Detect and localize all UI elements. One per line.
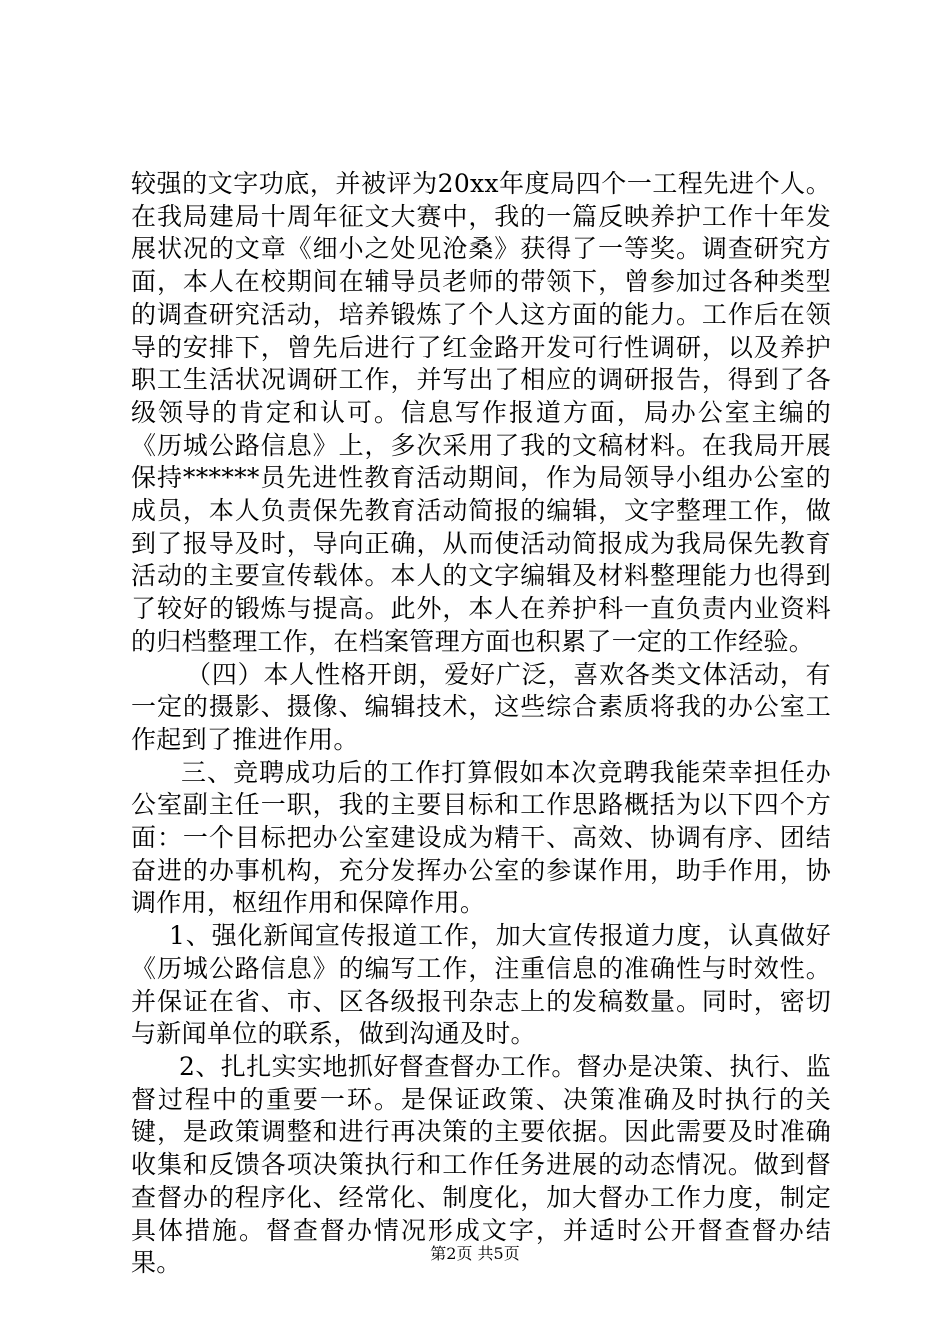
document-body <box>131 168 831 1280</box>
paragraph-work-plan: 三、竞聘成功后的工作打算假如本次竞聘我能荣幸担任办公室副主任一职，我的主要目标和工作思路概括为以下四个方面：一个目标把办公室建设成为精干、高效、协调有序、团结奋进的办事机构，充分发挥办公室的参谋作用，助手作用，协调作用，枢纽作用和保障作用。 <box>131 757 831 918</box>
paragraph-personality: （四）本人性格开朗，爱好广泛，喜欢各类文体活动，有一定的摄影、摄像、编辑技术，这些综合素质将我的办公室工作起到了推进作用。 <box>131 659 831 754</box>
paragraph-item-2: 2、扎扎实实地抓好督查督办工作。督办是决策、执行、监督过程中的重要一环。是保证政策、决策准确及时执行的关键，是政策调整和进行再决策的主要依据。因此需要及时准确收集和反馈各项决策执行和工作任务进展的动态情况。做到督查督办的程序化、经常化、制度化，加大督办工作力度，制定具体措施。督查督办情况形成文字，并适时公开督查督办结果。 <box>131 1051 831 1278</box>
page-number-footer: 第2页 共5页 <box>430 1244 520 1263</box>
paragraph-item-1: 1、强化新闻宣传报道工作，加大宣传报道力度，认真做好《历城公路信息》的编写工作，注重信息的准确性与时效性。并保证在省、市、区各级报刊杂志上的发稿数量。同时，密切与新闻单位的联系，做到沟通及时。 <box>131 921 831 1049</box>
paragraph-achievements: 较强的文字功底，并被评为20xx年度局四个一工程先进个人。在我局建局十周年征文大赛中，我的一篇反映养护工作十年发展状况的文章《细小之处见沧桑》获得了一等奖。调查研究方面，本人在校期间在辅导员老师的带领下，曾参加过各种类型的调查研究活动，培养锻炼了个人这方面的能力。工作后在领导的安排下，曾先后进行了红金路开发可行性调研，以及养护职工生活状况调研工作，并写出了相应的调研报告，得到了各级领导的肯定和认可。信息写作报道方面，局办公室主编的《历城公路信息》上，多次采用了我的文稿材料。在我局开展保持******员先进性教育活动期间，作为局领导小组办公室的成员，本人负责保先教育活动简报的编辑，文字整理工作，做到了报导及时，导向正确，从而使活动简报成为我局保先教育活动的主要宣传载体。本人的文字编辑及材料整理能力也得到了较好的锻炼与提高。此外，本人在养护科一直负责内业资料的归档整理工作，在档案管理方面也积累了一定的工作经验。 <box>131 169 831 656</box>
